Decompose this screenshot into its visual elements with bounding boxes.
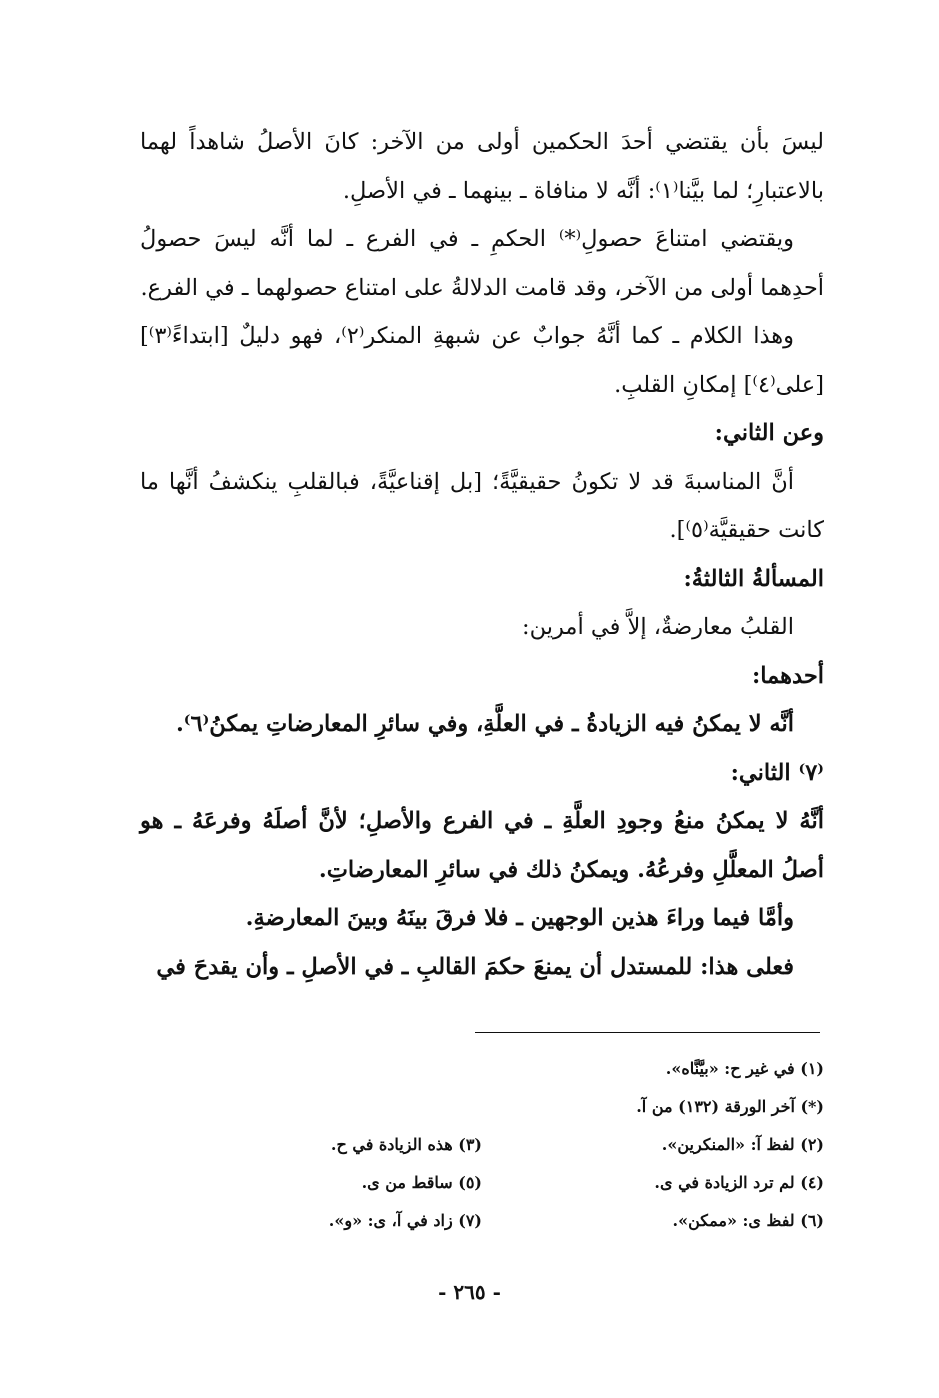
- footnote-4: (٤) لم ترد الزیادة في ى.: [654, 1173, 824, 1192]
- page-number: - ٢٦٥ -: [438, 1280, 501, 1304]
- footnote-row: [140, 1202, 824, 1240]
- footnotes: [140, 1050, 824, 1240]
- paragraph-2: ویقتضي امتناعَ حصولِ⁽*⁾ الحكمِ ـ في الفرع ـ لما أنَّه لیسَ حصولُ أحدِهما أولى من الآخر، وقد قامت الدلالةُ على امتناع حصولهما ـ في الفرع.: [140, 226, 824, 301]
- paragraph-9: فعلى هذا: للمستدل أن یمنعَ حكمَ القالبِ ـ في الأصلِ ـ وأن یقدحَ في: [156, 953, 794, 980]
- footnote-divider: [475, 1032, 820, 1033]
- footnote-row: [140, 1126, 824, 1164]
- footnote-star: (*) آخر الورقة (١٣٢) من آ.: [636, 1097, 824, 1116]
- footnote-3: (٣) هذه الزیادة في ح.: [330, 1135, 482, 1154]
- footnote-6: (٦) لفظ ى: «ممكن».: [672, 1211, 824, 1230]
- heading-second: ⁽٧⁾ الثاني:: [730, 759, 824, 786]
- footnote-2: (٢) لفظ آ: «المنكرین».: [661, 1135, 824, 1154]
- main-text: [140, 118, 824, 991]
- footnote-row: [140, 1088, 824, 1126]
- heading-third-issue: المسألةُ الثالثةُ:: [683, 565, 824, 592]
- footnote-row: [140, 1164, 824, 1202]
- footnote-5: (٥) ساقط من ى.: [361, 1173, 482, 1192]
- paragraph-1: لیسَ بأن یقتضي أحدَ الحكمین أولى من الآخر: كانَ الأصلُ شاهداً لهما بالاعتبارِ؛ لما بیَّنا⁽١⁾: أنَّه لا منافاة ـ بینهما ـ في الأصلِ.: [140, 129, 824, 204]
- paragraph-4: أنَّ المناسبةَ قد لا تكونُ حقیقیَّةً؛ [بل إقناعیَّةً، فبالقلبِ ینكشفُ أنَّها ما كانت حقیقیَّة⁽٥⁾].: [140, 468, 824, 543]
- footnote-1: (١) في غیر ح: «بیَّنَّاه».: [665, 1059, 824, 1078]
- footnote-7: (٧) زاد في آ، ى: «و».: [328, 1211, 482, 1230]
- paragraph-7: أنَّهُ لا یمكنُ منعُ وجودِ العلَّةِ ـ في الفرع والأصلِ؛ لأنَّ أصلَهُ وفرعَهُ ـ هو أصلُ المعلَّلِ وفرعُهُ. ویمكنُ ذلك في سائرِ المعارضاتِ.: [140, 808, 824, 883]
- paragraph-6: أنَّه لا یمكنُ فیه الزیادةُ ـ في العلَّةِ، وفي سائرِ المعارضاتِ یمكنُ⁽٦⁾.: [175, 711, 794, 737]
- footnote-row: [140, 1050, 824, 1088]
- paragraph-3: وهذا الكلام ـ كما أنَّهُ جوابٌ عن شبهةِ المنكر⁽٢⁾، فهو دلیلٌ [ابتداءً⁽٣⁾] [على⁽٤⁾] إمكانِ القلبِ.: [140, 323, 824, 398]
- heading-second-answer: وعن الثاني:: [714, 420, 824, 446]
- paragraph-5: القلبُ معارضةٌ، إلاَّ في أمرین:: [522, 614, 794, 640]
- paragraph-8: وأمَّا فیما وراءَ هذین الوجهین ـ فلا فرقَ بینَهُ وبینَ المعارضةِ.: [245, 905, 794, 931]
- heading-first: أحدهما:: [751, 662, 824, 689]
